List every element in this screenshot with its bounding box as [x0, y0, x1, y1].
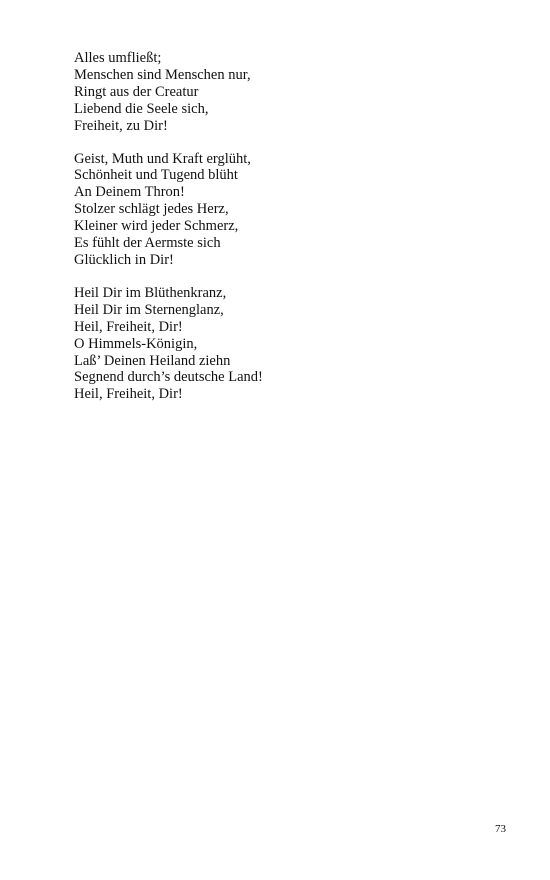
poem-line: Liebend die Seele sich,: [74, 100, 209, 117]
poem-line: An Deinem Thron!: [74, 184, 185, 201]
poem-line: Heil, Freiheit, Dir!: [74, 386, 183, 403]
poem-line: Stolzer schlägt jedes Herz,: [74, 201, 229, 218]
poem-line: Alles umfließt;: [74, 50, 162, 66]
poem-line: Heil Dir im Blüthenkranz,: [74, 284, 227, 301]
stanza-1: [74, 50, 494, 135]
poem-line: Heil, Freiheit, Dir!: [74, 318, 183, 335]
poem-line: Es fühlt der Aermste sich: [74, 235, 221, 252]
poem-line: Kleiner wird jeder Schmerz,: [74, 218, 239, 235]
poem-line: Freiheit, zu Dir!: [74, 117, 168, 134]
poem-line: Ringt aus der Creatur: [74, 83, 199, 100]
poem-line: Glücklich in Dir!: [74, 251, 174, 268]
stanza-2: [74, 151, 494, 269]
stanza-3: [74, 285, 494, 403]
poem-text: [74, 50, 494, 419]
poem-line: Schönheit und Tugend blüht: [74, 167, 238, 184]
poem-line: Geist, Muth und Kraft erglüht,: [74, 150, 251, 167]
page-number: 73: [495, 823, 506, 835]
poem-line: Segnend durch’s deutsche Land!: [74, 369, 263, 386]
poem-line: O Himmels-Königin,: [74, 335, 198, 352]
poem-line: Heil Dir im Sternenglanz,: [74, 301, 224, 318]
poem-line: Menschen sind Menschen nur,: [74, 66, 251, 83]
poem-line: Laß’ Deinen Heiland ziehn: [74, 352, 231, 369]
